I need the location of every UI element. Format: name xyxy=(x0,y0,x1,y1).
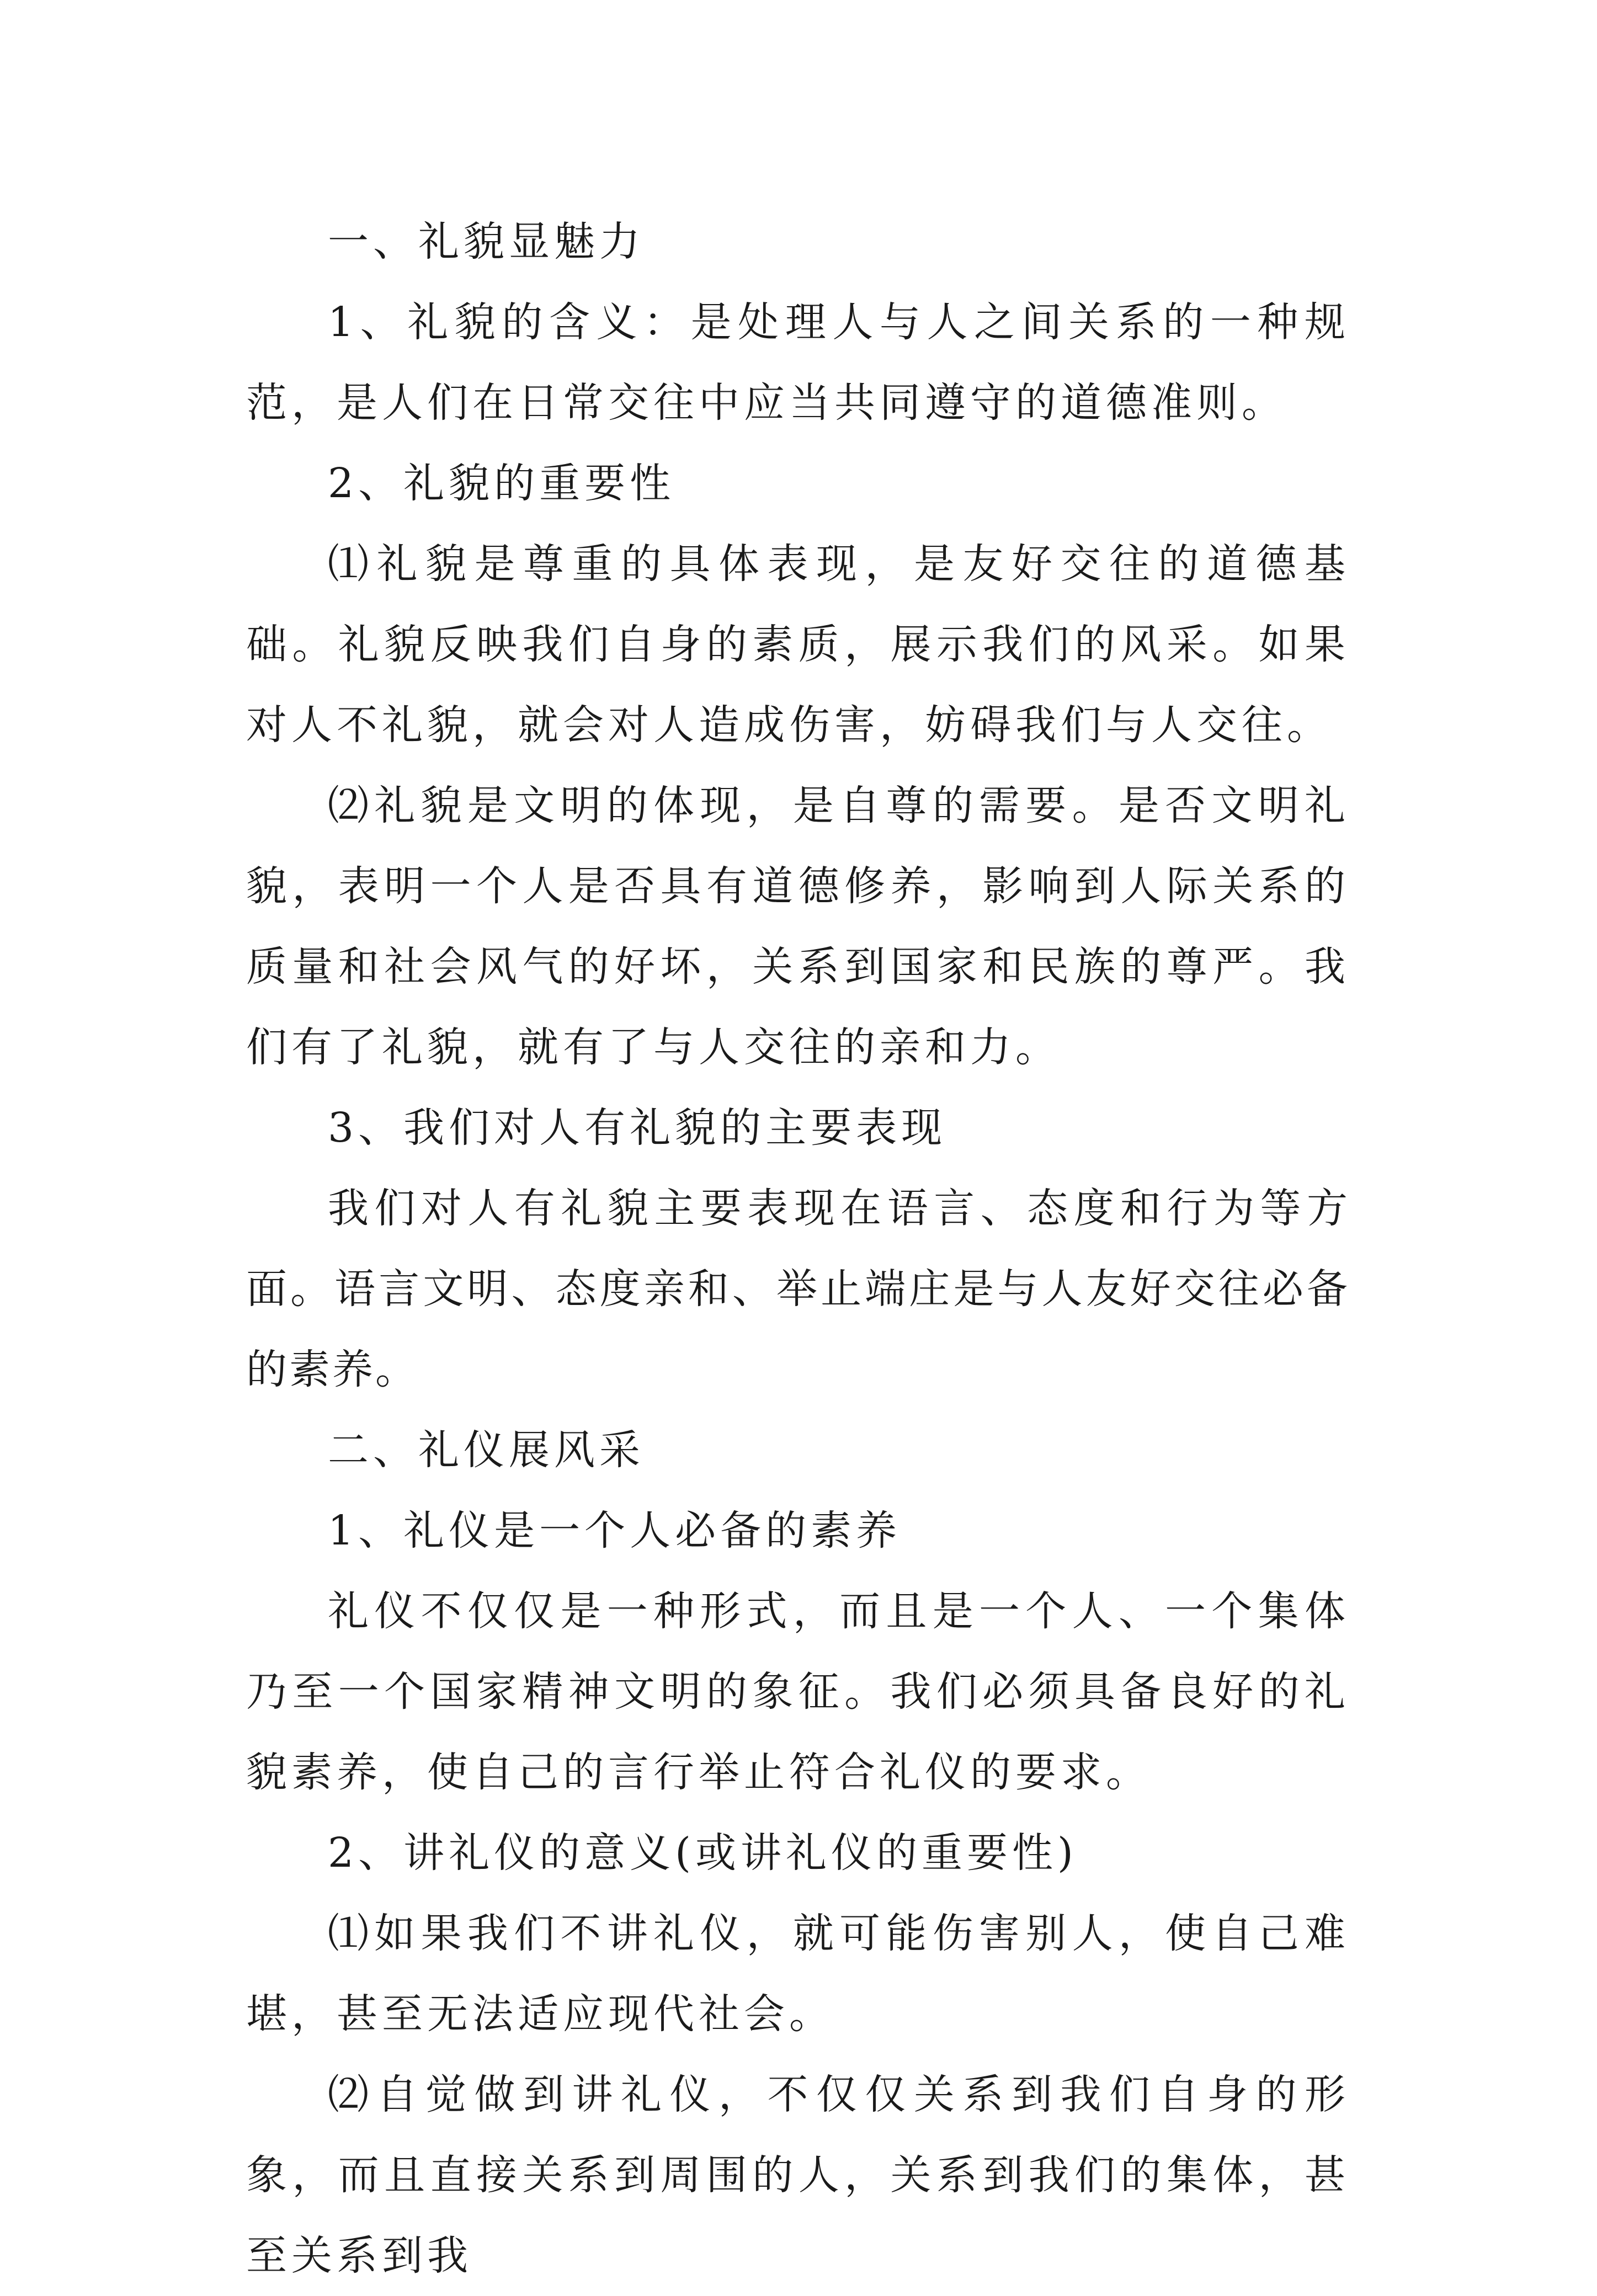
section-heading-courtesy: 一、礼貌显魅力 xyxy=(328,218,645,265)
subheading-etiquette-significance: 2、讲礼仪的意义(或讲礼仪的重要性) xyxy=(328,1829,1078,1877)
paragraph-etiquette-quality: 礼仪不仅仅是一种形式，而且是一个人、一个集体乃至一个国家精神文明的象征。我们必须具备良好的礼貌素养，使自己的言行举止符合礼仪的要求。 xyxy=(246,1588,1350,1796)
subheading-etiquette-quality: 1、礼仪是一个人必备的素养 xyxy=(328,1507,902,1554)
paragraph-courtesy-definition: 1、礼貌的含义：是处理人与人之间关系的一种规范，是人们在日常交往中应当共同遵守的道德准则。 xyxy=(246,299,1350,427)
section-heading-etiquette: 二、礼仪展风采 xyxy=(328,1426,645,1474)
paragraph-significance-2: ⑵自觉做到讲礼仪，不仅仅关系到我们自身的形象，而且直接关系到周围的人，关系到我们的集体，甚至关系到我 xyxy=(246,2071,1350,2279)
document-body xyxy=(246,201,1350,2296)
paragraph-significance-1: ⑴如果我们不讲礼仪，就可能伤害别人，使自己难堪，甚至无法适应现代社会。 xyxy=(246,1910,1350,2038)
subheading-courtesy-expressions: 3、我们对人有礼貌的主要表现 xyxy=(328,1104,947,1152)
paragraph-courtesy-expressions: 我们对人有礼貌主要表现在语言、态度和行为等方面。语言文明、态度亲和、举止端庄是与人友好交往必备的素养。 xyxy=(246,1185,1350,1393)
subheading-courtesy-importance: 2、礼貌的重要性 xyxy=(328,460,675,507)
paragraph-importance-1: ⑴礼貌是尊重的具体表现，是友好交往的道德基础。礼貌反映我们自身的素质，展示我们的风采。如果对人不礼貌，就会对人造成伤害，妨碍我们与人交往。 xyxy=(246,540,1350,749)
paragraph-importance-2: ⑵礼貌是文明的体现，是自尊的需要。是否文明礼貌，表明一个人是否具有道德修养，影响到人际关系的质量和社会风气的好坏，关系到国家和民族的尊严。我们有了礼貌，就有了与人交往的亲和力。 xyxy=(246,782,1350,1071)
